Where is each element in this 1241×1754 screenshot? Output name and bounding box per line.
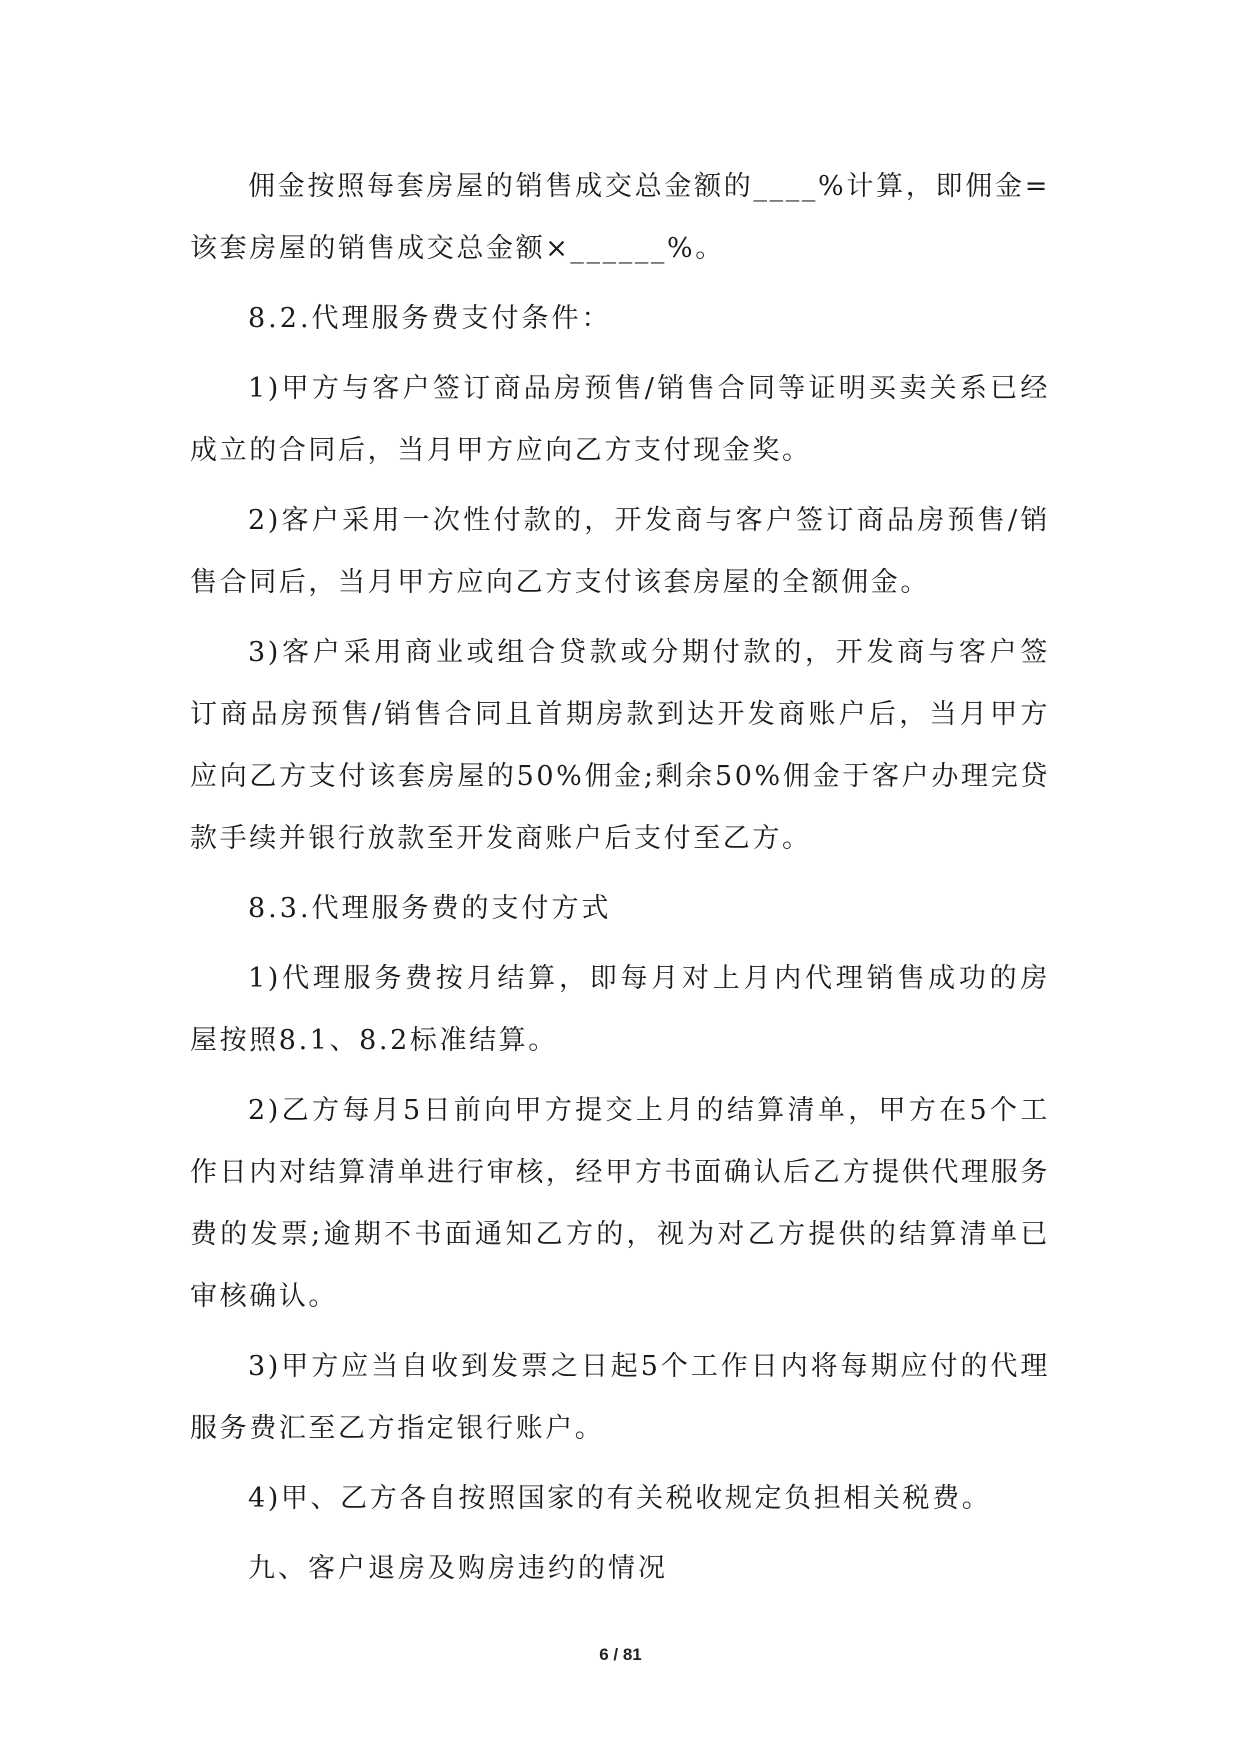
paragraph-8-2-item-1: 1)甲方与客户签订商品房预售/销售合同等证明买卖关系已经成立的合同后，当月甲方应向乙方支付现金奖。 <box>190 373 1050 466</box>
paragraph-8-3-item-4: 4)甲、乙方各自按照国家的有关税收规定负担相关税费。 <box>248 1483 992 1514</box>
paragraph-8-3-item-2: 2)乙方每月5日前向甲方提交上月的结算清单，甲方在5个工作日内对结算清单进行审核，经甲方书面确认后乙方提供代理服务费的发票;逾期不书面通知乙方的，视为对乙方提供的结算清单已审核确认。 <box>190 1095 1050 1312</box>
paragraph-8-3-item-3: 3)甲方应当自收到发票之日起5个工作日内将每期应付的代理服务费汇至乙方指定银行账户。 <box>190 1351 1050 1444</box>
section-heading-9: 九、客户退房及购房违约的情况 <box>248 1553 668 1584</box>
paragraph-8-3-item-1: 1)代理服务费按月结算，即每月对上月内代理销售成功的房屋按照8.1、8.2标准结算。 <box>190 963 1050 1056</box>
section-heading-8-3: 8.3.代理服务费的支付方式 <box>248 893 612 924</box>
paragraph-8-2-item-2: 2)客户采用一次性付款的，开发商与客户签订商品房预售/销售合同后，当月甲方应向乙方支付该套房屋的全额佣金。 <box>190 505 1050 598</box>
paragraph-8-2-item-3: 3)客户采用商业或组合贷款或分期付款的，开发商与客户签订商品房预售/销售合同且首期房款到达开发商账户后，当月甲方应向乙方支付该套房屋的50%佣金;剩余50%佣金于客户办理完贷款手续并银行放款至开发商账户后支付至乙方。 <box>190 637 1051 854</box>
page-number: 6 / 81 <box>599 1645 642 1664</box>
paragraph-commission-rate: 佣金按照每套房屋的销售成交总金额的____%计算，即佣金=该套房屋的销售成交总金额×______%。 <box>190 171 1050 264</box>
document-body <box>190 156 1050 1600</box>
section-heading-8-2: 8.2.代理服务费支付条件： <box>248 303 612 334</box>
